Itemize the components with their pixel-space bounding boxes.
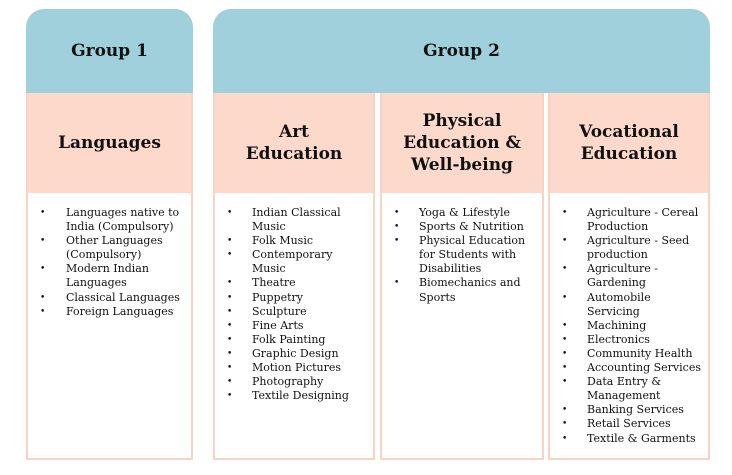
list-item: • Puppetry: [215, 291, 367, 305]
group-1-label: Group 1: [71, 41, 148, 61]
list-item: • Indian Classical Music: [215, 206, 367, 234]
column-physical-education: [380, 93, 544, 460]
list-item: • Other Languages (Compulsory): [28, 234, 185, 262]
list-item: • Physical Education for Students with Disabilities: [382, 234, 536, 276]
list-item: • Fine Arts: [215, 319, 367, 333]
list-item: • Agriculture - Cereal Production: [550, 206, 702, 234]
list-item: • Contemporary Music: [215, 248, 367, 276]
physical-education-list: [382, 206, 536, 305]
column-vocational-education: [548, 93, 710, 460]
list-item: • Banking Services: [550, 403, 702, 417]
vocational-education-list: [550, 206, 702, 446]
group-2-header: [213, 9, 710, 93]
list-item: • Motion Pictures: [215, 361, 367, 375]
group-2-label: Group 2: [423, 41, 500, 61]
list-item: • Agriculture - Seed production: [550, 234, 702, 262]
list-item: • Foreign Languages: [28, 305, 185, 319]
list-item: • Data Entry & Management: [550, 375, 702, 403]
column-physical-education-title: [382, 93, 542, 193]
column-title: Art Education: [245, 122, 343, 164]
list-item: • Electronics: [550, 333, 702, 347]
list-item: • Textile & Garments: [550, 432, 702, 446]
list-item: • Sculpture: [215, 305, 367, 319]
column-art-education: [213, 93, 375, 460]
list-item: • Folk Painting: [215, 333, 367, 347]
column-art-education-title: [215, 93, 373, 193]
list-item: • Sports & Nutrition: [382, 220, 536, 234]
list-item: • Textile Designing: [215, 389, 367, 403]
languages-list: [28, 206, 185, 319]
list-item: • Photography: [215, 375, 367, 389]
list-item: • Biomechanics and Sports: [382, 276, 536, 304]
list-item: • Machining: [550, 319, 702, 333]
list-item: • Community Health: [550, 347, 702, 361]
column-title: Vocational Education: [579, 122, 679, 164]
list-item: • Retail Services: [550, 417, 702, 431]
list-item: • Accounting Services: [550, 361, 702, 375]
column-vocational-education-title: [550, 93, 708, 193]
list-item: • Theatre: [215, 276, 367, 290]
list-item: • Folk Music: [215, 234, 367, 248]
column-title: Languages: [58, 133, 161, 153]
list-item: • Languages native to India (Compulsory): [28, 206, 185, 234]
list-item: • Yoga & Lifestyle: [382, 206, 536, 220]
group-1-header: [26, 9, 193, 93]
list-item: • Agriculture - Gardening: [550, 262, 702, 290]
column-languages-title: [28, 93, 191, 193]
list-item: • Automobile Servicing: [550, 291, 702, 319]
column-languages: [26, 93, 193, 460]
list-item: • Modern Indian Languages: [28, 262, 185, 290]
art-education-list: [215, 206, 367, 403]
list-item: • Graphic Design: [215, 347, 367, 361]
column-title: Physical Education & Well-being: [403, 111, 521, 175]
list-item: • Classical Languages: [28, 291, 185, 305]
